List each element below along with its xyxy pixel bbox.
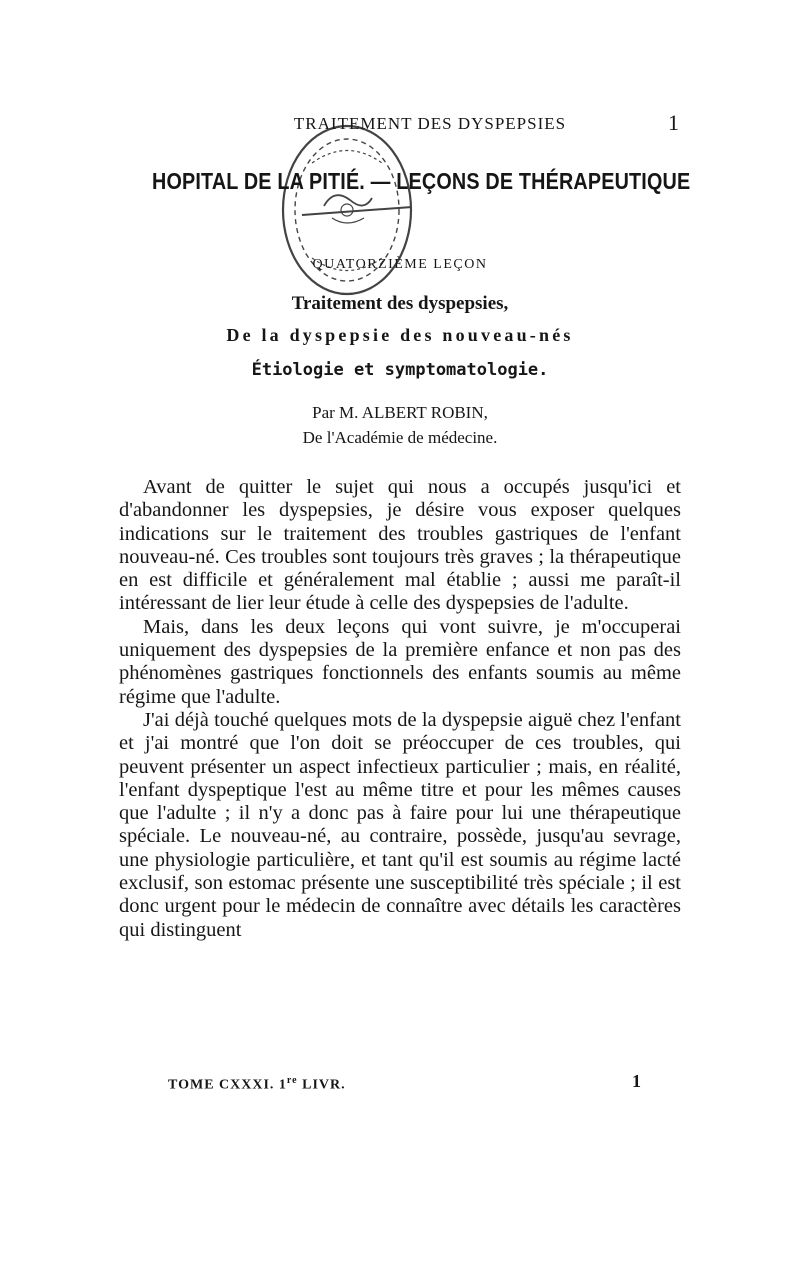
body-text xyxy=(119,476,681,942)
lecture-title-line-3: Étiologie et symptomatologie. xyxy=(251,360,549,380)
sheet-number: 1 xyxy=(632,1071,641,1091)
lecture-title-line-2: De la dyspepsie des nouveau-nés xyxy=(226,325,574,345)
lecture-number: QUATORZIÈME LEÇON xyxy=(312,257,488,272)
paragraph: J'ai déjà touché quelques mots de la dyspepsie aiguë chez l'enfant et j'ai montré que l'on doit se préoccuper de ces troubles, qui peuvent présenter un aspect infectieux particulier ; mais, en réalité, l'enfant dyspeptique l'est au même titre et pour les mêmes causes que l'adulte ; il n'y a donc pas à faire pour lui une thérapeutique spéciale. Le nouveau-né, au contraire, possède, jusqu'au sevrage, une physiologie particulière, et tant qu'il est soumis au régime lacté exclusif, son estomac présente une susceptibilité très spéciale ; il est donc urgent pour le médecin de connaître avec détails les caractères qui distinguent xyxy=(119,708,681,941)
institution-heading: HOPITAL DE LA PITIÉ. — LEÇONS DE THÉRAPEUTIQUE xyxy=(152,168,691,194)
library-stamp-icon xyxy=(272,118,422,308)
author-affiliation: De l'Académie de médecine. xyxy=(302,428,498,447)
signature-mark: TOME CXXXI. 1re LIVR. xyxy=(168,1075,346,1093)
page-number: 1 xyxy=(668,110,679,135)
paragraph: Avant de quitter le sujet qui nous a occupés jusqu'ici et d'abandonner les dyspepsies, je désire vous exposer quelques indications sur le traitement des troubles gastriques de l'enfant nouveau-né. Ces troubles sont toujours très graves ; la thérapeutique en est difficile et généralement mal établie ; aussi me paraît-il intéressant de lier leur étude à celle des dyspepsies de l'adulte. xyxy=(119,476,681,615)
paragraph: Mais, dans les deux leçons qui vont suivre, je m'occuperai uniquement des dyspepsies de la première enfance et non pas des phénomènes gastriques fonctionnels des enfants soumis au même régime que l'adulte. xyxy=(119,615,681,708)
author-line: Par M. ALBERT ROBIN, xyxy=(312,403,488,422)
running-title: TRAITEMENT DES DYSPEPSIES xyxy=(293,114,567,133)
lecture-title-line-1: Traitement des dyspepsies, xyxy=(291,293,509,314)
